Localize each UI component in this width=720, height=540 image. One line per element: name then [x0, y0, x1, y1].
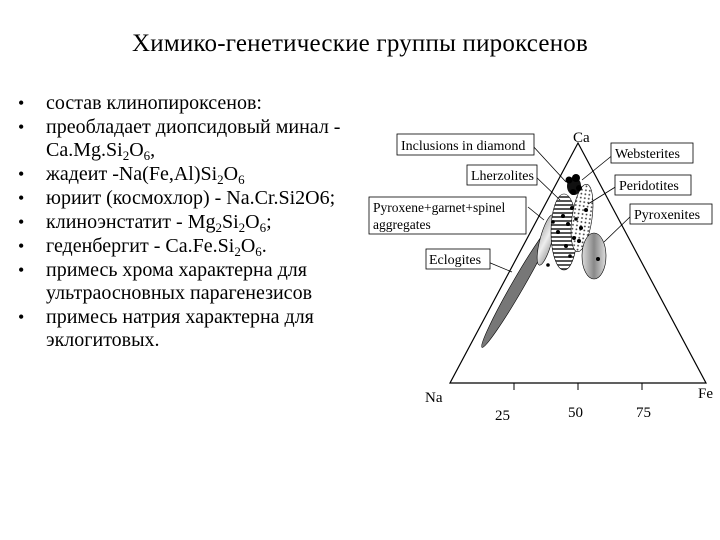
bullet-text: O [240, 235, 256, 257]
bullet-text: примесь хрома характерна для ультраосновных парагенезисов [46, 259, 313, 304]
subscript-text: 6 [259, 220, 267, 235]
vertex-ca-label: Ca [573, 130, 590, 146]
bullet-text: геденбергит - Ca.Fe.Si [46, 235, 235, 257]
bullet-text: O [129, 139, 144, 161]
subscript-text: 2 [215, 220, 222, 235]
bullet-text: . [261, 235, 267, 257]
bullet-item [18, 187, 348, 210]
bullet-text: жадеит -Na(Fe,Al)Si [46, 163, 218, 185]
label-websterites: Websterites [615, 147, 680, 162]
pyroxenites-field [582, 233, 606, 279]
subscript-text: 2 [122, 148, 130, 163]
bullet-item [18, 211, 348, 234]
subscript-text: 2 [234, 244, 241, 259]
bullet-text: юриит (космохлор) - Na.Cr.Si2O6; [46, 187, 336, 209]
bullet-text: примесь натрия характерна для эклогитовых. [46, 306, 314, 351]
bullet-item [18, 235, 348, 258]
tick-label-25: 25 [495, 408, 510, 424]
bullet-item [18, 259, 348, 305]
subscript-text: 6 [238, 172, 245, 187]
bullet-item [18, 306, 348, 352]
bullet-item [18, 92, 348, 115]
label-aggregates-line1: Pyroxene+garnet+spinel [373, 200, 506, 215]
bullet-text: состав клинопироксенов: [46, 92, 262, 114]
bullet-text: , [150, 139, 156, 161]
label-aggregates-line2: aggregates [373, 217, 431, 232]
bullet-text: ; [266, 211, 272, 233]
vertex-fe-label: Fe [698, 386, 713, 402]
vertex-na-label: Na [425, 390, 443, 406]
bullet-text: клиноэнстатит - Mg [46, 211, 216, 233]
bullet-item [18, 163, 348, 186]
bullet-text: O [223, 163, 239, 185]
label-lherzolites: Lherzolites [471, 169, 534, 184]
label-eclogites: Eclogites [429, 253, 482, 268]
bullet-text: преобладает диопсидовый минал - Ca.Mg.Si [46, 116, 341, 161]
bullet-item [18, 116, 348, 162]
subscript-text: 6 [143, 148, 151, 163]
pyroxene-ternary-diagram [360, 120, 720, 430]
subscript-text: 2 [238, 220, 246, 235]
slide-title: Химико-генетические группы пироксенов [132, 30, 588, 57]
tick-label-50: 50 [568, 405, 583, 421]
subscript-text: 2 [217, 172, 224, 187]
bullet-list [18, 92, 348, 353]
subscript-text: 6 [255, 244, 262, 259]
label-pyroxenites: Pyroxenites [634, 208, 701, 223]
label-inclusions: Inclusions in diamond [401, 139, 526, 154]
label-peridotites: Peridotites [619, 179, 679, 194]
bullet-text: O [245, 211, 260, 233]
tick-label-75: 75 [636, 405, 651, 421]
bullet-text: Si [221, 211, 239, 233]
